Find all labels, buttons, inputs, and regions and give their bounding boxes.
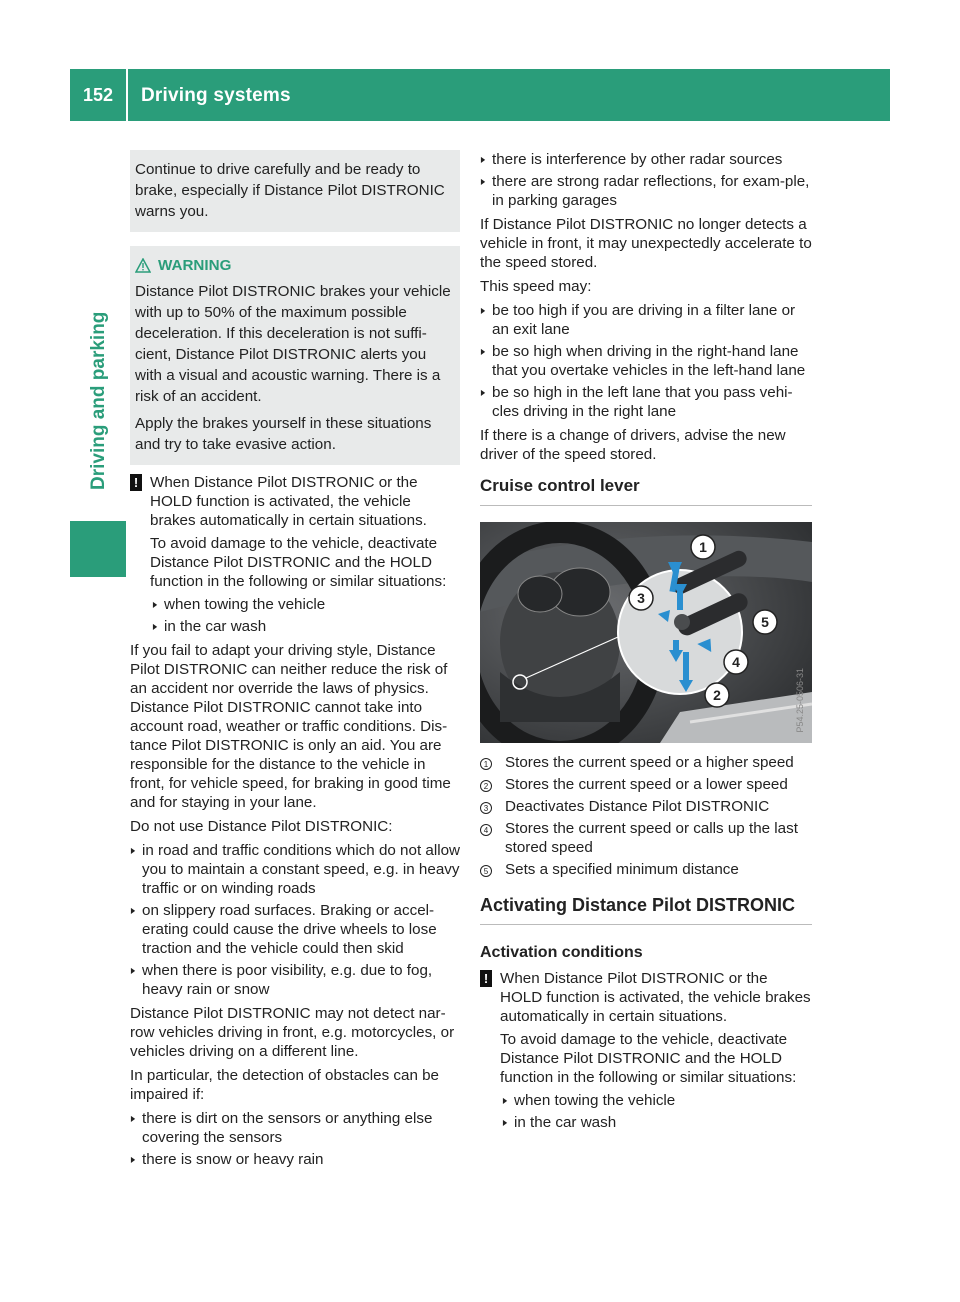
figure-code: P54.25-0506-31 [795, 668, 805, 733]
legend-number: 1 [480, 758, 492, 770]
figure-callout: 5 [761, 614, 769, 630]
legend-text: Stores the current speed or a higher speed [505, 754, 794, 771]
list-item: ▶ be so high when driving in the right-hand lane that you overtake vehicles in the left-hand lane [480, 342, 812, 380]
note-paragraph: When Distance Pilot DISTRONIC or the HOLD function is activated, the vehicle brakes automatically in certain situations. [500, 970, 811, 1025]
list-item: ▶ on slippery road surfaces. Braking or accel-erating could cause the drive wheels to lose traction and the vehicle could then skid [130, 901, 460, 958]
legend-row [480, 775, 812, 794]
note-list [150, 595, 460, 636]
legend-number: 3 [480, 802, 492, 814]
legend-row [480, 753, 812, 772]
subsection-heading-activation-conditions: Activation conditions [480, 944, 643, 961]
figure-callout: 3 [637, 590, 645, 606]
legend-number: 4 [480, 824, 492, 836]
list-item: ▶ when there is poor visibility, e.g. due to fog, heavy rain or snow [130, 961, 460, 999]
impaired-list [130, 1109, 460, 1169]
note-paragraph: When Distance Pilot DISTRONIC or the HOLD function is activated, the vehicle brakes automatically in certain situations. [150, 474, 427, 529]
cruise-control-illustration [480, 522, 812, 743]
list-item: ▶ when towing the vehicle [502, 1091, 812, 1110]
body-paragraph: Distance Pilot DISTRONIC may not detect nar-row vehicles driving in front, e.g. motorcycles, or vehicles driving on a different line. [130, 1005, 455, 1060]
warning-paragraph: Apply the brakes yourself in these situations and try to take evasive action. [135, 415, 432, 453]
note-paragraph: To avoid damage to the vehicle, deactivate Distance Pilot DISTRONIC and the HOLD function in the following or similar situations: [500, 1031, 797, 1086]
note-block [480, 969, 812, 1137]
caution-text: Continue to drive carefully and be ready to brake, especially if Distance Pilot DISTRONIC warns you. [135, 161, 445, 220]
legend-text: Stores the current speed or calls up the last stored speed [505, 820, 798, 856]
left-column [130, 150, 460, 1174]
warning-box [130, 246, 460, 465]
figure-callout: 4 [732, 654, 740, 670]
side-tab-label: Driving and parking [88, 311, 109, 490]
list-item: ▶ be too high if you are driving in a filter lane or an exit lane [480, 301, 812, 339]
legend-number: 2 [480, 780, 492, 792]
legend-text: Sets a specified minimum distance [505, 861, 739, 878]
warning-header [135, 256, 454, 275]
note-block [130, 473, 460, 641]
header-divider [126, 69, 128, 121]
note-paragraph: To avoid damage to the vehicle, deactivate Distance Pilot DISTRONIC and the HOLD function in the following or similar situations: [150, 535, 447, 590]
figure-callout: 2 [713, 687, 721, 703]
donot-list [130, 841, 460, 999]
caution-box [130, 150, 460, 232]
legend-text: Deactivates Distance Pilot DISTRONIC [505, 798, 770, 815]
legend-row [480, 819, 812, 857]
note-list [500, 1091, 812, 1132]
page-number: 152 [82, 85, 114, 105]
list-item: ▶ there is dirt on the sensors or anything else covering the sensors [130, 1109, 460, 1147]
body-paragraph: This speed may: [480, 278, 592, 295]
legend-row [480, 860, 812, 879]
legend-number: 5 [480, 865, 492, 877]
section-heading-activating: Activating Distance Pilot DISTRONIC [480, 895, 812, 925]
figure-callout: 1 [699, 539, 707, 555]
list-item: ▶ in the car wash [152, 617, 460, 636]
list-item: ▶ there are strong radar reflections, for exam-ple, in parking garages [480, 172, 812, 210]
body-paragraph: If you fail to adapt your driving style, Distance Pilot DISTRONIC can neither reduce the risk of an accident nor override the laws of physics. Distance Pilot DISTRONIC cannot take into account road, weather or traffic conditions. Dis-tance Pilot DISTRONIC is only an aid. You are responsible for the distance to the vehicle in front, for vehicle speed, for braking in good time and for staying in your lane. [130, 642, 451, 811]
right-column [480, 150, 812, 1137]
list-item: ▶ when towing the vehicle [152, 595, 460, 614]
cruise-control-lever-figure [480, 522, 812, 743]
list-item: ▶ there is interference by other radar sources [480, 150, 812, 169]
note-icon: ! [480, 970, 492, 987]
list-item: ▶ in road and traffic conditions which do not allow you to maintain a constant speed, e.g. in heavy traffic or on winding roads [130, 841, 460, 898]
figure-legend [480, 753, 812, 879]
radar-list [480, 150, 812, 210]
body-paragraph: If there is a change of drivers, advise the new driver of the speed stored. [480, 427, 786, 463]
legend-row [480, 797, 812, 816]
page-title: Driving systems [141, 85, 291, 106]
body-paragraph: In particular, the detection of obstacles can be impaired if: [130, 1067, 440, 1103]
warning-paragraph: Distance Pilot DISTRONIC brakes your vehicle with up to 50% of the maximum possible deceleration. If this deceleration is not suffi-cient, Distance Pilot DISTRONIC alerts you with a visual and acoustic warning. There is a risk of an accident. [135, 283, 451, 405]
list-item: ▶ be so high in the left lane that you pass vehi-cles driving in the right lane [480, 383, 812, 421]
note-icon: ! [130, 474, 142, 491]
speed-list [480, 301, 812, 421]
list-item: ▶ there is snow or heavy rain [130, 1150, 460, 1169]
body-paragraph: Do not use Distance Pilot DISTRONIC: [130, 818, 393, 835]
body-paragraph: If Distance Pilot DISTRONIC no longer detects a vehicle in front, it may unexpectedly accelerate to the speed stored. [480, 216, 812, 271]
warning-title: WARNING [158, 257, 232, 274]
legend-text: Stores the current speed or a lower speed [505, 776, 788, 793]
side-tab-marker [70, 521, 126, 577]
section-heading-cruise-control-lever: Cruise control lever [480, 476, 812, 506]
side-tab [85, 170, 115, 490]
list-item: ▶ in the car wash [502, 1113, 812, 1132]
warning-triangle-icon [135, 258, 151, 273]
